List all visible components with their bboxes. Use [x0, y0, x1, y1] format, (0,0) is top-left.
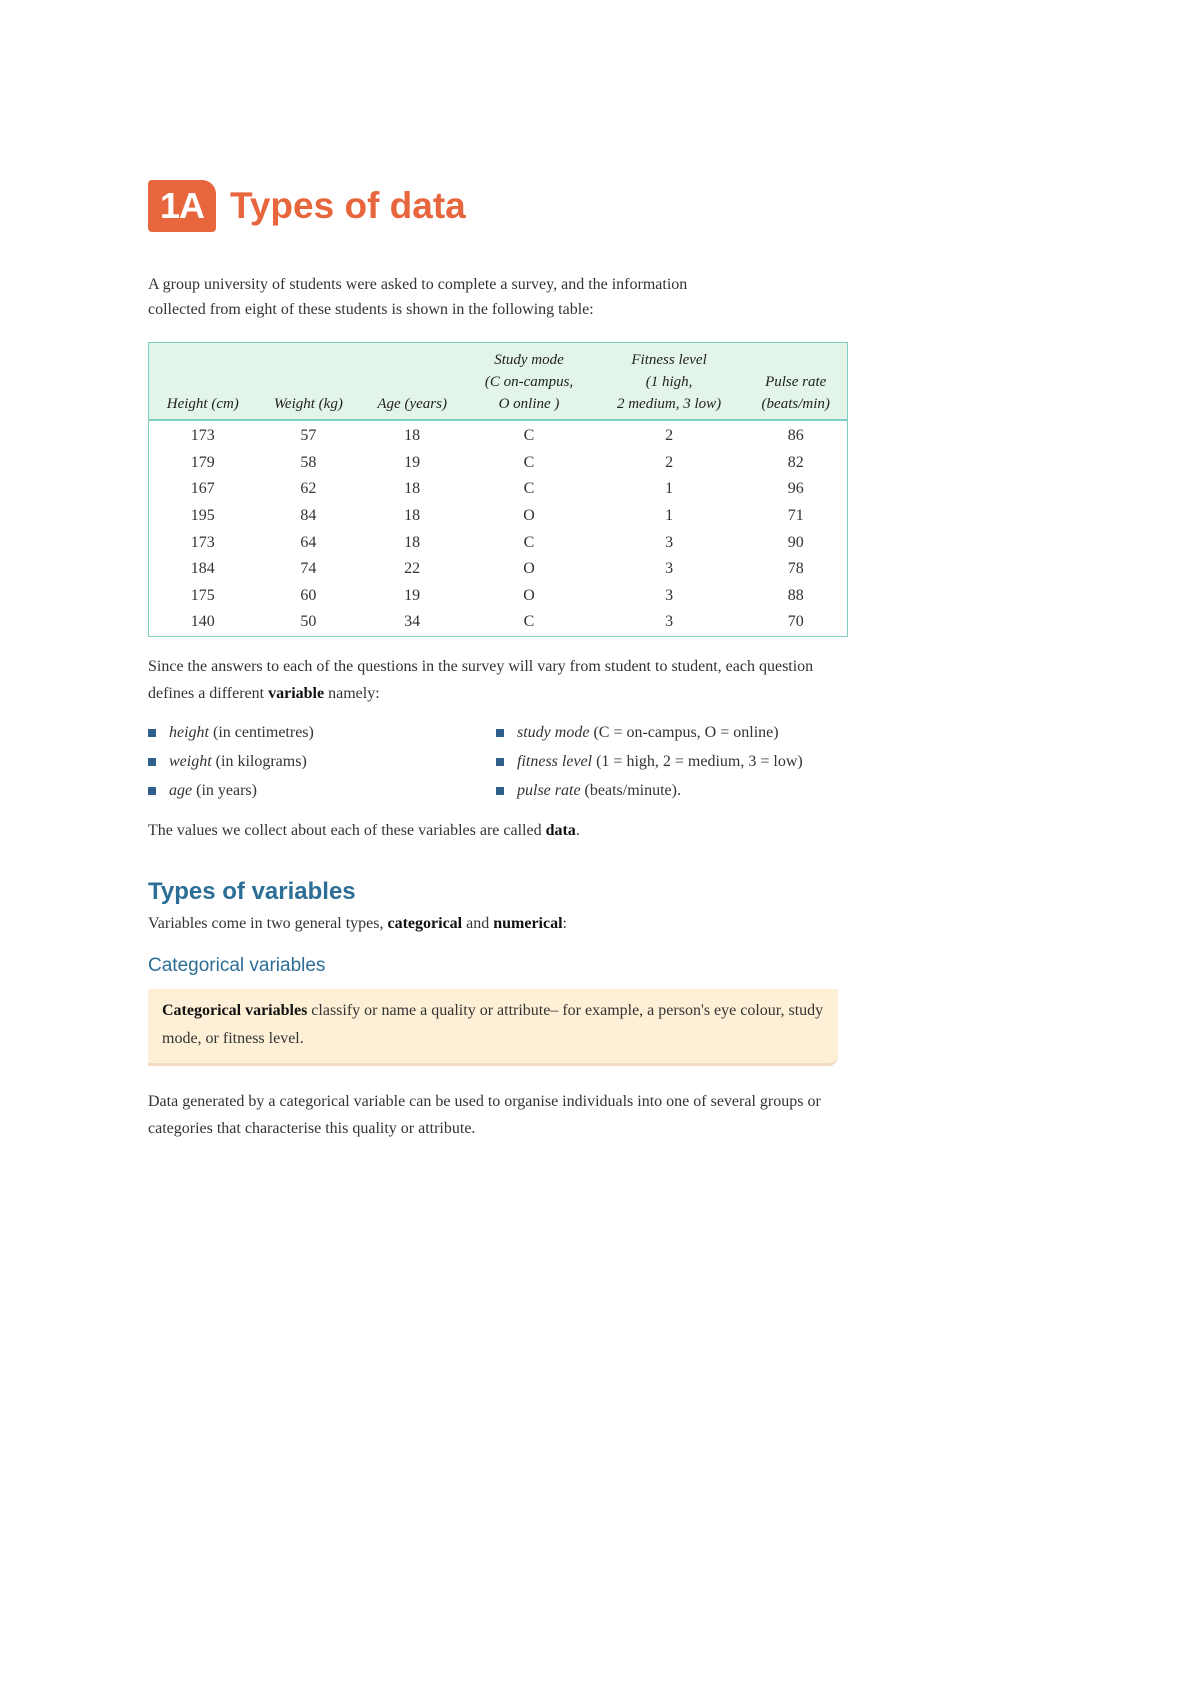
- variation-text-a: Since the answers to each of the questions in the survey will vary from student to student, each question defines a different: [148, 657, 814, 702]
- table-cell: C: [523, 533, 535, 551]
- table-cell: 64: [300, 533, 317, 551]
- table-cell: 22: [404, 560, 421, 578]
- column-header-line: [748, 349, 843, 371]
- table-cell: 84: [300, 507, 317, 525]
- column-header: [257, 343, 360, 420]
- table-cell: 184: [190, 560, 215, 578]
- types-intro-c: and: [462, 914, 494, 932]
- table-cell: O: [523, 560, 535, 578]
- column-header-line: Age (years): [377, 396, 447, 412]
- table-cell: 179: [190, 453, 215, 471]
- table-row: [149, 556, 847, 583]
- table-cell: C: [523, 427, 535, 445]
- table-header-row: [149, 343, 847, 420]
- column-header-line: Height (cm): [166, 396, 239, 412]
- column-header-line: [153, 371, 253, 393]
- survey-table: [148, 342, 848, 637]
- table-cell: 2: [665, 453, 674, 471]
- variable-explanation: [148, 653, 848, 707]
- definition-text: classify or name a quality or attribute– for example, a person's eye colour, study mode, or fitness level.: [162, 1001, 824, 1047]
- table-cell: 88: [787, 586, 804, 604]
- table-row: [149, 450, 847, 477]
- variable-name: fitness level: [517, 752, 593, 770]
- table-cell: 58: [300, 453, 317, 471]
- table-cell: C: [523, 480, 535, 498]
- column-header: [594, 343, 745, 420]
- square-bullet-icon: [148, 758, 156, 766]
- column-header-line: [261, 349, 356, 371]
- list-item: [148, 779, 496, 803]
- table-cell: 3: [665, 613, 674, 631]
- types-of-variables-heading: Types of variables: [148, 877, 356, 905]
- variable-desc: (in years): [192, 781, 257, 799]
- table-cell: 173: [190, 427, 215, 445]
- column-header-line: [261, 371, 356, 393]
- table-cell: C: [523, 613, 535, 631]
- table-cell: 90: [787, 533, 804, 551]
- data-text-a: The values we collect about each of these variables are called: [148, 821, 546, 839]
- variable-name: study mode: [517, 723, 590, 741]
- page-content: [148, 176, 868, 1142]
- page-title: Types of data: [230, 185, 466, 226]
- table-cell: 167: [190, 480, 215, 498]
- table-cell: 34: [404, 613, 421, 631]
- section-badge: 1A: [148, 180, 216, 232]
- intro-paragraph: A group university of students were asked to complete a survey, and the information collected from eight of these students is shown in the following table:: [148, 276, 688, 318]
- column-header-line: (1 high,: [645, 374, 693, 390]
- column-header-line: Weight (kg): [273, 396, 343, 412]
- table-row: [149, 609, 847, 636]
- list-item: [496, 721, 856, 745]
- list-item: [148, 750, 496, 774]
- variable-name: height: [169, 723, 209, 741]
- table-cell: 2: [665, 427, 674, 445]
- table-cell: 175: [190, 586, 215, 604]
- table-cell: 19: [404, 453, 421, 471]
- types-intro: [148, 910, 848, 937]
- table-cell: 3: [665, 586, 674, 604]
- column-header: [360, 343, 464, 420]
- types-intro-e: :: [562, 914, 567, 932]
- square-bullet-icon: [496, 758, 504, 766]
- table-row: [149, 503, 847, 530]
- table-row: [149, 420, 847, 450]
- table-cell: 140: [190, 613, 215, 631]
- table-cell: 3: [665, 533, 674, 551]
- list-item: [496, 750, 856, 774]
- definition-term: Categorical variables: [162, 1001, 308, 1019]
- variable-name: weight: [169, 752, 212, 770]
- variable-list: [148, 721, 868, 803]
- table-cell: O: [523, 507, 535, 525]
- table-cell: 1: [665, 507, 674, 525]
- table-cell: 18: [404, 507, 421, 525]
- column-header-line: (C on-campus,: [484, 374, 574, 390]
- data-text-bold: data: [545, 821, 576, 839]
- table-cell: 71: [787, 507, 804, 525]
- table-cell: 3: [665, 560, 674, 578]
- variable-name: age: [169, 781, 193, 799]
- square-bullet-icon: [148, 787, 156, 795]
- table-row: [149, 529, 847, 556]
- table-cell: 50: [300, 613, 317, 631]
- table-cell: 195: [190, 507, 215, 525]
- column-header: [149, 343, 257, 420]
- categorical-variables-heading: Categorical variables: [148, 954, 326, 976]
- square-bullet-icon: [148, 729, 156, 737]
- variable-desc: (1 = high, 2 = medium, 3 = low): [592, 752, 803, 770]
- column-header-line: 2 medium, 3 low): [616, 396, 722, 412]
- column-header-line: Fitness level: [631, 352, 707, 368]
- types-intro-numerical: numerical: [493, 914, 563, 932]
- variable-desc: (in kilograms): [211, 752, 307, 770]
- table-cell: O: [523, 586, 535, 604]
- square-bullet-icon: [496, 729, 504, 737]
- variable-desc: (in centimetres): [209, 723, 314, 741]
- table-cell: 18: [404, 480, 421, 498]
- table-cell: 18: [404, 427, 421, 445]
- table-body: [149, 420, 847, 636]
- variable-desc: (C = on-campus, O = online): [589, 723, 779, 741]
- column-header-line: Pulse rate: [765, 374, 827, 390]
- column-header-line: [364, 371, 460, 393]
- table-cell: 82: [787, 453, 804, 471]
- table-cell: 74: [300, 560, 317, 578]
- definition-box: [148, 989, 838, 1066]
- table-cell: 19: [404, 586, 421, 604]
- variable-desc: (beats/minute).: [580, 781, 681, 799]
- data-text-c: .: [575, 821, 580, 839]
- column-header-line: [364, 349, 460, 371]
- column-header: [464, 343, 593, 420]
- categorical-explanation: Data generated by a categorical variable can be used to organise individuals into one of several groups or categories that characterise this quality or attribute.: [148, 1092, 821, 1137]
- data-definition: [148, 817, 848, 844]
- column-header-line: (beats/min): [761, 396, 830, 412]
- variation-text-bold: variable: [268, 684, 325, 702]
- column-header-line: O online ): [498, 396, 560, 412]
- variation-text-c: namely:: [324, 684, 380, 702]
- table-cell: 96: [787, 480, 804, 498]
- types-intro-categorical: categorical: [387, 914, 463, 932]
- table-cell: C: [523, 453, 535, 471]
- table-cell: 57: [300, 427, 317, 445]
- table-row: [149, 583, 847, 610]
- table-cell: 1: [665, 480, 674, 498]
- table-cell: 86: [787, 427, 804, 445]
- list-item: [148, 721, 496, 745]
- column-header: [744, 343, 847, 420]
- table-cell: 173: [190, 533, 215, 551]
- variable-name: pulse rate: [517, 781, 581, 799]
- table-cell: 78: [787, 560, 804, 578]
- column-header-line: Study mode: [494, 352, 564, 368]
- column-header-line: [153, 349, 253, 371]
- table-row: [149, 476, 847, 503]
- square-bullet-icon: [496, 787, 504, 795]
- table-cell: 60: [300, 586, 317, 604]
- table-cell: 62: [300, 480, 317, 498]
- table-cell: 70: [787, 613, 804, 631]
- section-heading: [148, 176, 868, 236]
- list-item: [496, 779, 856, 803]
- table-cell: 18: [404, 533, 421, 551]
- types-intro-a: Variables come in two general types,: [148, 914, 388, 932]
